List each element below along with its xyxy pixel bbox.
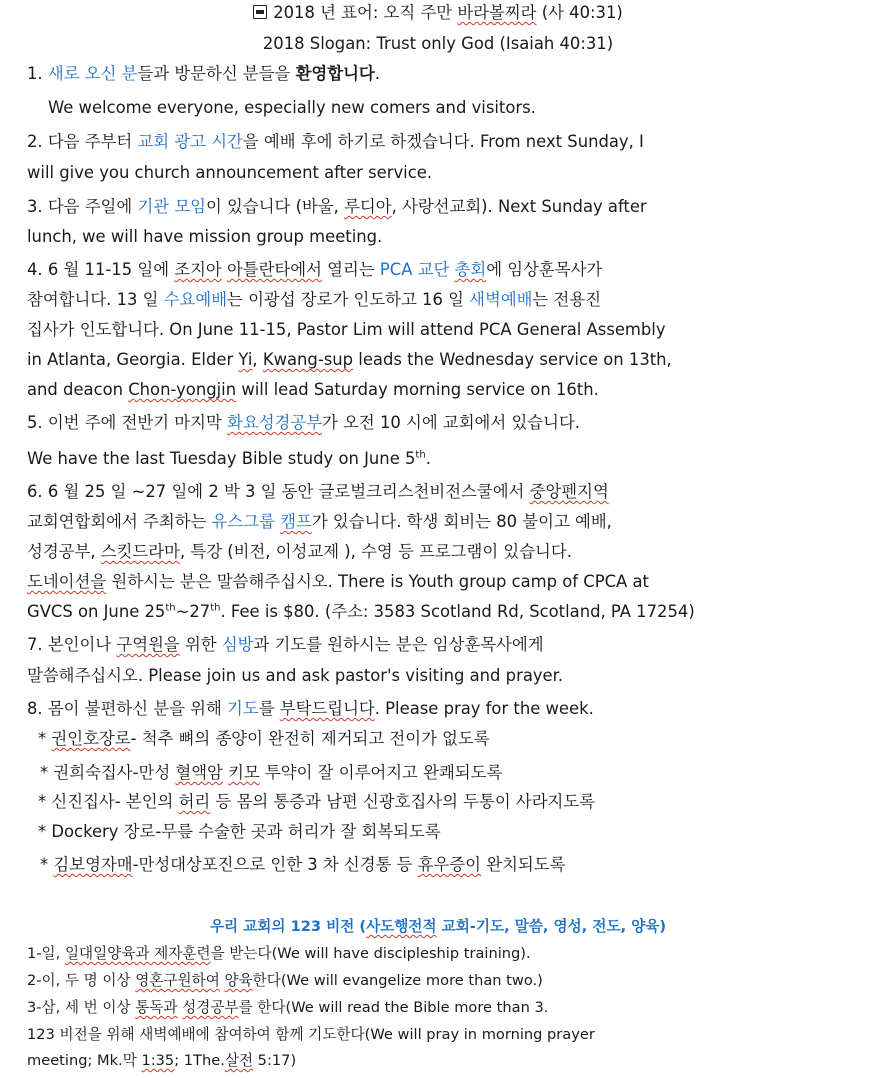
year-theme-title: 2018 년 표어: 오직 주만 바라볼찌라 (사 40:31) (0, 2, 876, 24)
announcement-1-english: We welcome everyone, especially new comers and visitors. (48, 98, 536, 117)
announcement-5: 5. 이번 주에 전반기 마지막 화요성경공부가 오전 10 시에 교회에서 있습니다. (27, 413, 580, 432)
vision-item-2: 2-이, 두 명 이상 영혼구원하여 양육한다(We will evangelize more than two.) (27, 972, 543, 989)
announcement-4-line-5: and deacon Chon-yongjin will lead Saturday morning service on 16th. (27, 380, 599, 399)
announcement-3-english: lunch, we will have mission group meeting. (27, 227, 383, 246)
announcement-6: 6. 6 월 25 일 ~27 일에 2 박 3 일 동안 글로벌크리스천비전스쿨에서 중앙펜지역 (27, 482, 609, 501)
vision-item-4-line-2: meeting; Mk.막 1:35; 1The.살전 5:17) (27, 1052, 297, 1069)
announcement-3: 3. 다음 주일에 기관 모임이 있습니다 (바울, 루디아, 사랑선교회). Next Sunday after (27, 197, 647, 216)
announcement-6-line-4: 도네이션을 원하시는 분은 말씀해주십시오. There is Youth group camp of CPCA at (27, 572, 649, 591)
announcement-2: 2. 다음 주부터 교회 광고 시간을 예배 후에 하기로 하겠습니다. From next Sunday, I (27, 132, 644, 151)
vision-item-1: 1-일, 일대일양육과 제자훈련을 받는다(We will have discipleship training). (27, 945, 531, 962)
announcement-5-english: We have the last Tuesday Bible study on June 5th. (27, 449, 431, 468)
prayer-item: * 권희숙집사-만성 혈액암 키모 투약이 잘 이루어지고 완쾌되도록 (40, 763, 503, 782)
prayer-item: * 권인호장로- 척추 뼈의 종양이 완전히 제거되고 전이가 없도록 (38, 729, 490, 748)
announcement-6-line-2: 교회연합회에서 주최하는 유스그룹 캠프가 있습니다. 학생 회비는 80 불이고 예배, (27, 512, 612, 531)
announcement-4: 4. 6 월 11-15 일에 조지아 아틀란타에서 열리는 PCA 교단 총회에 임상훈목사가 (27, 260, 603, 279)
prayer-item: * Dockery 장로-무릎 수술한 곳과 허리가 잘 회복되도록 (38, 822, 441, 841)
announcement-2-english: will give you church announcement after service. (27, 163, 433, 182)
announcement-6-line-5: GVCS on June 25th~27th. Fee is $80. (주소: 3583 Scotland Rd, Scotland, PA 17254) (27, 602, 695, 621)
announcement-7: 7. 본인이나 구역원을 위한 심방과 기도를 원하시는 분은 임상훈목사에게 (27, 635, 544, 654)
vision-title: 우리 교회의 123 비전 (사도행전적 교회-기도, 말씀, 영성, 전도, 양육) (209, 918, 667, 935)
announcement-6-line-3: 성경공부, 스킷드라마, 특강 (비전, 이성교제 ), 수영 등 프로그램이 있습니다. (27, 542, 572, 561)
announcement-4-line-3: 집사가 인도합니다. On June 11-15, Pastor Lim will attend PCA General Assembly (27, 320, 666, 339)
vision-item-3: 3-삼, 세 번 이상 통독과 성경공부를 한다(We will read the Bible more than 3. (27, 999, 549, 1016)
prayer-item: * 신진집사- 본인의 허리 등 몸의 통증과 남편 신광호집사의 두통이 사라지도록 (38, 792, 596, 811)
announcement-4-line-4: in Atlanta, Georgia. Elder Yi, Kwang-sup leads the Wednesday service on 13th, (27, 350, 672, 369)
vision-item-4: 123 비전을 위해 새벽예배에 참여하여 함께 기도한다(We will pray in morning prayer (27, 1026, 595, 1043)
announcement-7-line-2: 말씀해주십시오. Please join us and ask pastor's visiting and prayer. (27, 666, 564, 685)
year-slogan-english: 2018 Slogan: Trust only God (Isaiah 40:31) (262, 34, 614, 53)
announcement-4-line-2: 참여합니다. 13 일 수요예배는 이광섭 장로가 인도하고 16 일 새벽예배는 전용진 (27, 290, 602, 309)
announcement-1: 1. 새로 오신 분들과 방문하신 분들을 환영합니다. (27, 64, 380, 83)
square-box-icon (253, 5, 267, 19)
prayer-item: * 김보영자매-만성대상포진으로 인한 3 차 신경통 등 휴우증이 완치되도록 (40, 855, 566, 874)
announcement-8: 8. 몸이 불편하신 분을 위해 기도를 부탁드립니다. Please pray for the week. (27, 699, 594, 718)
